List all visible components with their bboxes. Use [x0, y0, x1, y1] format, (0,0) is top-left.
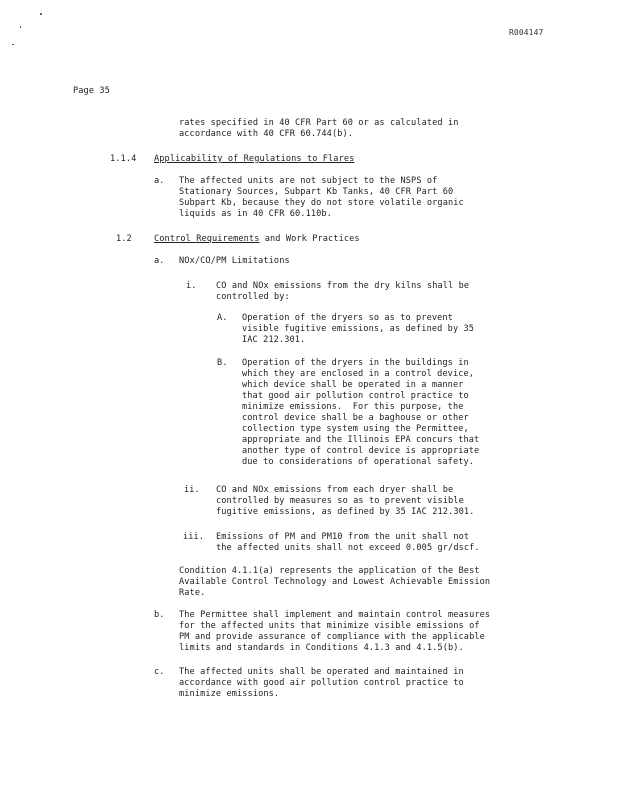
- item-label: c.: [154, 667, 165, 677]
- text-line: The affected units are not subject to the NSPS of: [179, 176, 438, 186]
- item-label: B.: [217, 358, 228, 368]
- item-label: a.: [154, 176, 165, 186]
- text-line: Available Control Technology and Lowest Achievable Emission: [179, 577, 491, 587]
- text-line: controlled by:: [216, 292, 290, 302]
- heading-underlined: Control Requirements: [154, 234, 260, 244]
- text-line: PM and provide assurance of compliance with the applicable: [179, 632, 485, 642]
- text-line: the affected units shall not exceed 0.005 gr/dscf.: [216, 543, 480, 553]
- text-line: The affected units shall be operated and maintained in: [179, 667, 464, 677]
- document-id: R004147: [509, 28, 544, 37]
- scan-speck: [20, 26, 21, 28]
- text-line: control device shall be a baghouse or other: [242, 413, 469, 423]
- section-number: 1.2: [116, 234, 132, 244]
- section-number: 1.1.4: [110, 154, 137, 164]
- text-line: Subpart Kb, because they do not store volatile organic: [179, 198, 464, 208]
- item-label: i.: [186, 281, 197, 291]
- text-line: fugitive emissions, as defined by 35 IAC 212.301.: [216, 507, 475, 517]
- text-line: limits and standards in Conditions 4.1.3 and 4.1.5(b).: [179, 643, 464, 653]
- item-label: ii.: [184, 485, 200, 495]
- item-label: b.: [154, 610, 165, 620]
- text-line: another type of control device is appropriate: [242, 446, 480, 456]
- text-line: which they are enclosed in a control device,: [242, 369, 475, 379]
- text-line: CO and NOx emissions from the dry kilns shall be: [216, 281, 470, 291]
- subsection-heading: NOx/CO/PM Limitations: [179, 256, 290, 266]
- text-line: accordance with good air pollution control practice to: [179, 678, 464, 688]
- text-line: Rate.: [179, 588, 206, 598]
- scan-speck: [40, 13, 42, 15]
- text-line: Stationary Sources, Subpart Kb Tanks, 40 CFR Part 60: [179, 187, 454, 197]
- text-line: minimize emissions. For this purpose, the: [242, 402, 464, 412]
- item-label: A.: [217, 313, 228, 323]
- section-heading: [154, 234, 360, 245]
- text-line: controlled by measures so as to prevent visible: [216, 496, 464, 506]
- text-line: appropriate and the Illinois EPA concurs that: [242, 435, 480, 445]
- page-label: Page 35: [73, 86, 110, 96]
- text-line: Emissions of PM and PM10 from the unit shall not: [216, 532, 470, 542]
- text-line: CO and NOx emissions from each dryer shall be: [216, 485, 454, 495]
- text-line: accordance with 40 CFR 60.744(b).: [179, 129, 354, 139]
- text-line: visible fugitive emissions, as defined by 35: [242, 324, 475, 334]
- item-label: a.: [154, 256, 165, 266]
- heading-rest: and Work Practices: [259, 234, 360, 244]
- text-line: minimize emissions.: [179, 689, 280, 699]
- item-label: iii.: [183, 532, 205, 542]
- text-line: IAC 212.301.: [242, 335, 306, 345]
- text-line: which device shall be operated in a manner: [242, 380, 464, 390]
- text-line: liquids as in 40 CFR 60.110b.: [179, 209, 332, 219]
- text-line: Operation of the dryers so as to prevent: [242, 313, 453, 323]
- text-line: rates specified in 40 CFR Part 60 or as calculated in: [179, 118, 459, 128]
- text-line: Condition 4.1.1(a) represents the application of the Best: [179, 566, 480, 576]
- text-line: Operation of the dryers in the buildings in: [242, 358, 469, 368]
- text-line: that good air pollution control practice to: [242, 391, 469, 401]
- text-line: due to considerations of operational safety.: [242, 457, 475, 467]
- scan-speck: [12, 44, 14, 45]
- text-line: collection type system using the Permittee,: [242, 424, 469, 434]
- text-line: The Permittee shall implement and maintain control measures: [179, 610, 491, 620]
- section-heading: Applicability of Regulations to Flares: [154, 154, 355, 164]
- text-line: for the affected units that minimize visible emissions of: [179, 621, 480, 631]
